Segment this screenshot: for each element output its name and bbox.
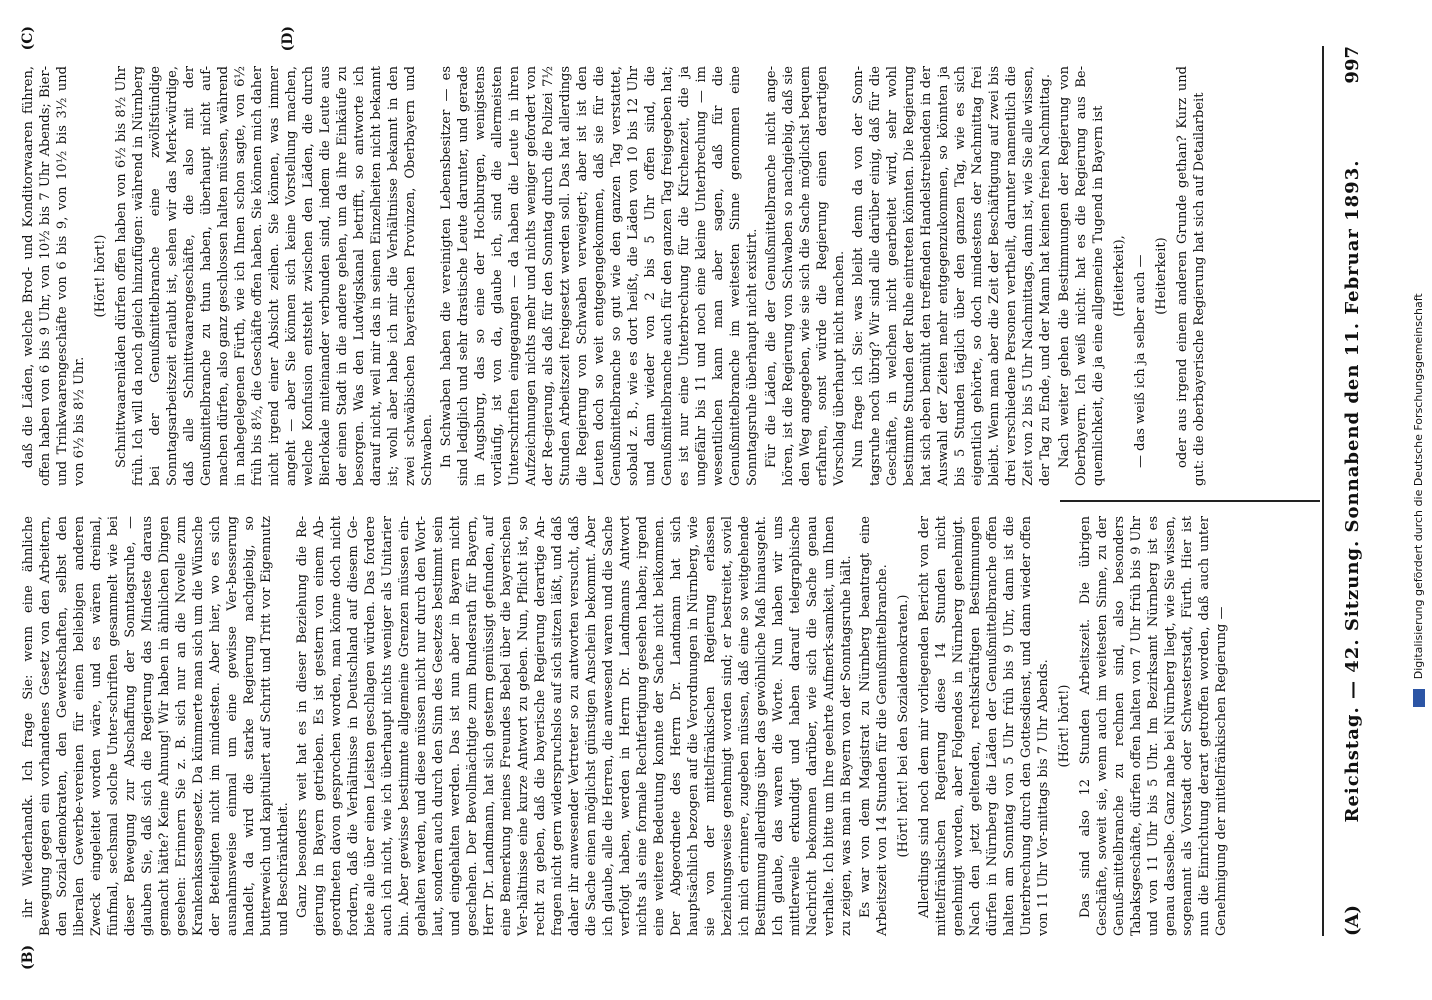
paragraph: Schnittwaarenläden dürfen offen haben von 6½ bis 8½ Uhr früh. Ich will da noch gleich hinzufügen: während in Nürnberg bei der Genußmittelbranche eine zwölfstündige Sonntagsarbeitszeit erlaubt ist, sehen wir das Merk-würdige, daß alle Schnittwaarengeschäfte, die also mit der Genußmittelbranche zu thun haben, überhaupt nicht auf-machen dürfen, also ganz geschlossen halten müssen, während in nahegelegenen Fürth, wie ich Ihnen schon sagte, von 6½ früh bis 8½, die Geschäfte offen haben. Sie können mich daher nicht irgend einer Absicht zeihen. Sie können, was immer angeht — aber Sie können sich keine Vorstellung machen, welche Konfusion entsteht zwischen den Läden, die durch Bierlokale miteinander verbunden sind, indem die Leute aus der einen Stadt in die andere gehen, um da ihre Einkäufe zu besorgen. Was den Ludwigskanal betrifft, so antworte ich darauf nicht, weil mir das in seinen Einzelheiten nicht bekannt ist; wohl aber habe ich mir die Verhältnisse bekannt in den zwei schwäbischen bayerischen Provinzen, Oberbayern und Schwaben. <box>114 66 435 486</box>
digitization-footer <box>1412 0 1432 1000</box>
paragraph: Für die Läden, die der Genußmittelbranche nicht ange-hören, ist die Regierung von Schwaben so nachgiebig, daß sie den Weg angegeben, wie sie sich die Sache möglichst bequem erfahren, sonst würde die Regierung einen derartigen Vorschlag überhaupt nicht machen. <box>764 66 847 486</box>
margin-mark-c: (C) <box>20 26 36 51</box>
page-header <box>1338 46 1378 936</box>
interjection: (Hört! hört! bei den Sozialdemokraten.) <box>896 594 911 858</box>
paragraph: Das sind also 12 Stunden Arbeitszeit. Die übrigen Geschäfte, soweit sie, wenn auch im weitesten Sinne, zu der Genuß-mittelbranche zu rechnen sind, also besonders Tabaksgeschäfte, dürfen offen halten von 7 Uhr früh bis 9 Uhr und von 11 Uhr bis 5 Uhr. Im Bezirksamt Nürnberg ist es genau dasselbe. Ganz nahe bei Nürnberg liegt, wie Sie wissen, sogenannt als Vorstadt oder Schwesterstadt, Fürth. Hier ist nun die Einrichtung derart getroffen worden, daß auch unter Genehmigung der mittelfränkischen Regierung — <box>1078 516 1229 936</box>
paragraph: Allerdings sind noch dem mir vorliegenden Bericht von der mittelfränkischen Regierung diese 14 Stunden nicht genehmigt worden, aber Folgendes in Nürnberg genehmigt. Nach den jetzt geltenden, rechtskräftigen Bestimmungen dürfen in Nürnberg die Läden der Genußmittelbranche offen halten am Sonntag von 5 Uhr früh bis 9 Uhr, dann ist die Unterbrechung durch den Gottesdienst, und dann wieder offen von 11 Uhr Vor-mittags bis 7 Uhr Abends. <box>917 516 1051 936</box>
footer-text: Digitalisierung gefördert durch die Deutsche Forschungsgemeinschaft <box>1412 293 1425 680</box>
interjection: (Hört! hört!) <box>1057 684 1072 768</box>
interjection: (Heiterkeit) <box>1154 237 1169 315</box>
margin-mark-d: (D) <box>280 26 296 52</box>
page-number: 997 <box>1342 46 1363 84</box>
paragraph: Es war von dem Magistrat zu Nürnberg beantragt eine Arbeitszeit von 14 Stunden für die Genußmittelbranche. <box>858 516 890 936</box>
paragraph: ihr Wiederhandk. Ich frage Sie: wenn eine ähnliche Bewegung gegen ein vorhandenes Gesetz von den Arbeitern, den Sozial-demokraten, den Gewerkschaften, selbst den liberalen Gewerbe-vereinen für einen beliebigen anderen Zweck eingeleitet worden wäre, und es wären dreimal, fünfmal, sechsmal solche Unter-schriften gesammelt wie bei dieser Bewegung zur Abschaffung der Sonntagsruhe, — glauben Sie, daß sich die Regierung das Mindeste daraus gemacht hätte? Keine Ahnung! Wir haben in ähnlichen Dingen gesehen: Erinnern Sie z. B. sich nur an die Novelle zum Krankenkassengesetz. Da kümmerte man sich um die Wünsche der Beteiligten nicht im mindesten. Aber hier, wo es sich ausnahmsweise einmal um eine gewisse Ver-besserung handelt, da wird die starke Regierung nachgiebig, so butterweich und kapituliert auf Schritt und Tritt vor Eigennutz und Beschränktheit. <box>21 516 291 936</box>
paragraph: — das weiß ich ja selber auch — <box>1133 254 1148 468</box>
interjection: (Hört! hört!) <box>93 234 108 318</box>
margin-mark-a: (A) <box>1342 905 1363 936</box>
paragraph: Nach weiter gehen die Bestimmungen der Regierung von Oberbayern. Ich weiß nicht: hat es die Regierung aus Be-quemlichkeit, die ja eine allgemeine Tugend in Bayern ist <box>1057 66 1106 486</box>
dfg-logo-icon <box>1413 689 1425 707</box>
column-right-body <box>20 26 1210 486</box>
margin-mark-b: (B) <box>20 944 36 970</box>
paragraph: Nun frage ich Sie: was bleibt denn da von der Sonn-tagsruhe noch übrig? Wir sind alle darüber einig, daß für die Geschäfte, in welchen nicht gearbeitet wird, sehr wohl bestimmte Stunden der Ruhe eintreten könnten. Die Regierung hat sich eben bemüht den treffenden Handelstreibenden in der Auswahl der Zeiten mehr entgegenzukommen, so könnten ja bis 5 Stunden täglich über den ganzen Tag, wie es sich eigentlich gehörte, so doch mindestens der Nachmittag frei bleibt. Wenn man aber die Zeit der Beschäftigung auf zwei bis drei verschiedene Personen vertheilt, darunter namentlich die Zeit von 2 bis 5 Uhr Nachmittags, dann ist, wie Sie alle wissen, der Tag zu Ende, und der Mann hat keinen freien Nachmittag. <box>851 65 1053 486</box>
paragraph: Ganz besonders weit hat es in dieser Beziehung die Re-gierung in Bayern getrieben. Es ist gestern von einem Ab-geordneten davon gesprochen worden, man könne doch nicht fordern, daß die Verhältnisse in Deutschland auf diesem Ge-biete alle über einen Leisten geschlagen würden. Das fordere auch ich nicht, wie ich überhaupt nichts weniger als Unitarier bin. Aber gewisse bestimmte allgemeine Grenzen müssen ein-gehalten werden, und diese müssen nicht nur durch den Wort-laut, sondern auch durch den Sinn des Gesetzes bestimmt sein und eingehalten werden. Das ist nun aber in Bayern nicht geschehen. Der Bevollmächtigte zum Bundesrath für Bayern, Herr Dr. Landmann, hat sich gestern gemüssigt gefunden, auf eine Bemerkung meines Freundes Bebel über die bayerischen Ver-hältnisse eine kurze Antwort zu geben. Nun, Pflicht ist, so recht zu geben, daß die bayerische Regierung derartige An-fragen nicht gern widerspruchslos auf sich sitzen läßt, und daß daher ihr anwesender Vertreter so zu antworten versucht, daß die Sache einen möglichst günstigen Anschein bekommt. Aber ich glaube, alle die Herren, die anwesend waren und die Sache verfolgt haben, werden in Herrn Dr. Landmanns Antwort nichts als eine formale Rechtfertigung gesehen haben; irgend eine weitere Bedeutung konnte der Sache nicht beikommen. Der Abgeordnete des Herrn Dr. Landmann hat sich hauptsächlich bezogen auf die Verordnungen in Nürnberg, wie sie von der mittelfränkischen Regierung erlassen beziehungsweise genehmigt worden sind; er bestreitet, soviel ich mich erinnere, zugeben müssen, daß eine so weitgehende Bestimmung allerdings über das gewöhnliche Maß hinausgeht. Ich glaube, das waren die Worte. Nun haben wir uns mittlerweile erkundigt und haben darauf telegraphische Nachricht bekommen darüber, wie sich die Sache genau verhalte. Ich bitte um Ihre geehrte Aufmerk-samkeit, um Ihnen zu zeigen, was man in Bayern von der Sonntagsruhe hält. <box>295 516 854 936</box>
column-divider <box>1060 500 1320 502</box>
interjection: (Heiterkeit), <box>1112 235 1127 317</box>
paragraph: In Schwaben haben die vereinigten Lebensbesitzer — es sind lediglich und sehr drastische Leute darunter, und gerade in Augsburg, das so eine der Hochburgen, wenigstens vorläufig, ist von da, glaube ich, sind die allermeisten Unterschriften eingegangen — da haben die Leute in ihren Aufzeichnungen nichts mehr und nichts weniger gefordert von der Re-gierung, als daß für den Sonntag durch die Polizei 7½ Stunden Arbeitszeit freigesetzt werden soll. Das hat allerdings die Regierung von Schwaben verweigert; aber ist ist den Leuten doch so weit entgegengekommen, daß sie für die Genußmittelbranche so gut wie den ganzen Tag verstattet, sobald z. B., wie es dort heißt, die Läden von 10 bis 12 Uhr und dann wieder von 2 bis 5 Uhr offen sind, die Genußmittelbranche auch für den ganzen Tag freigegeben hat; es ist nur eine Unterbrechung für die Kirchenzeit, die ja ungefähr bis 11 und noch eine kleine Unterbrechung — im wesentlichen kann man aber sagen, daß für die Genußmittelbranche im weitesten Sinne genommen eine Sonntagsruhe überhaupt nicht existirt. <box>439 66 760 486</box>
running-head: Reichstag. — 42. Sitzung. Sonnabend den 11. Februar 1893. <box>1342 159 1363 823</box>
paragraph: daß die Läden, welche Brod- und Konditorwaaren führen, offen haben von 6 bis 9 Uhr, von 10½ bis 7 Uhr Abends; Bier- und Trinkwaarengeschäfte von 6 bis 9, von 10½ bis 3½ und von 6½ bis 8½ Uhr. <box>21 66 87 486</box>
column-left-body <box>20 516 1232 970</box>
paragraph: oder aus irgend einem anderen Grunde gethan? Kurz und gut: die oberbayerische Regierung hat sich auf Detailarbeit <box>1175 66 1207 486</box>
